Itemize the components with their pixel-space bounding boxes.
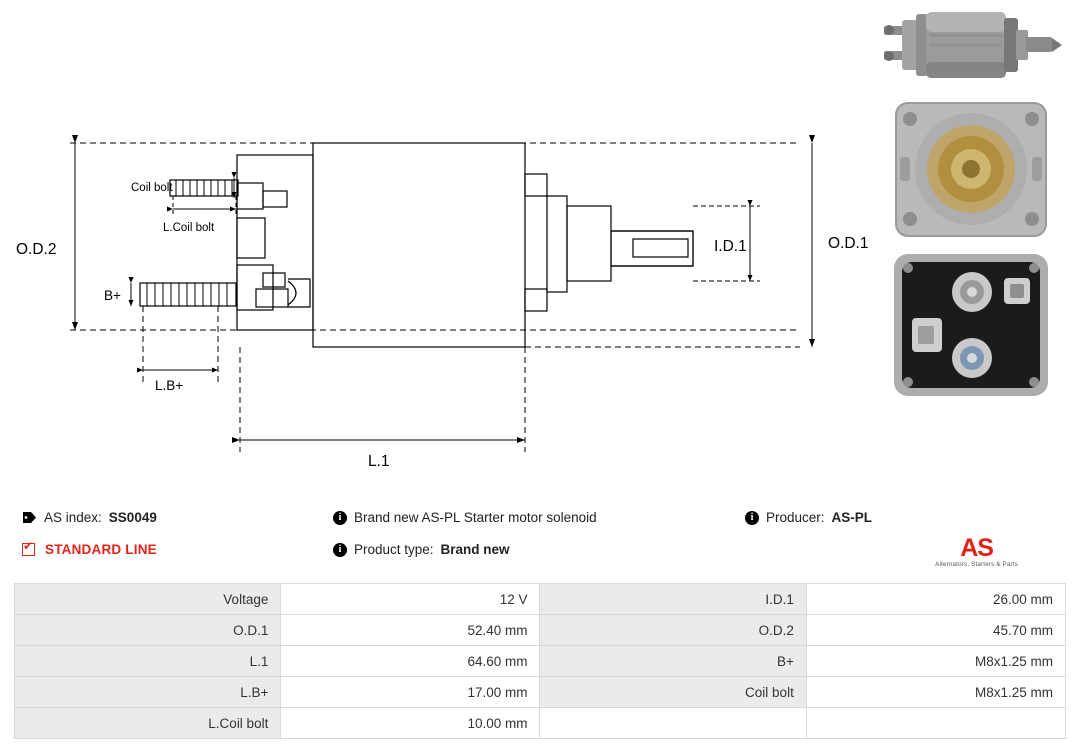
spec-label: Voltage bbox=[15, 584, 281, 615]
table-row bbox=[15, 677, 1066, 708]
spec-label: I.D.1 bbox=[540, 584, 806, 615]
photo-solenoid-front-view[interactable] bbox=[876, 97, 1066, 242]
spec-empty-value bbox=[806, 708, 1065, 739]
spec-value: 10.00 mm bbox=[281, 708, 540, 739]
as-index-label: AS index: bbox=[44, 510, 102, 525]
producer-row bbox=[745, 510, 872, 525]
spec-value: 12 V bbox=[281, 584, 540, 615]
spec-label: L.B+ bbox=[15, 677, 281, 708]
label-id1: I.D.1 bbox=[714, 238, 747, 255]
table-row bbox=[15, 615, 1066, 646]
table-row bbox=[15, 646, 1066, 677]
spec-value: 52.40 mm bbox=[281, 615, 540, 646]
spec-empty-label bbox=[540, 708, 806, 739]
info-icon: i bbox=[333, 543, 347, 557]
check-icon bbox=[22, 543, 35, 556]
label-bplus: B+ bbox=[104, 288, 121, 303]
description-row bbox=[333, 510, 597, 525]
standard-line-row bbox=[22, 542, 157, 557]
label-od2: O.D.2 bbox=[16, 241, 57, 258]
spec-value: 17.00 mm bbox=[281, 677, 540, 708]
spec-label: L.Coil bolt bbox=[15, 708, 281, 739]
spec-label: O.D.1 bbox=[15, 615, 281, 646]
table-row bbox=[15, 708, 1066, 739]
spec-value: M8x1.25 mm bbox=[806, 646, 1065, 677]
spec-label: B+ bbox=[540, 646, 806, 677]
as-pl-logo bbox=[935, 536, 1018, 568]
table-row bbox=[15, 584, 1066, 615]
product-info bbox=[0, 500, 1080, 578]
spec-label: Coil bolt bbox=[540, 677, 806, 708]
specifications-table bbox=[14, 583, 1066, 739]
spec-label: O.D.2 bbox=[540, 615, 806, 646]
product-type-row bbox=[333, 542, 510, 557]
producer-label: Producer: bbox=[766, 510, 825, 525]
spec-value: M8x1.25 mm bbox=[806, 677, 1065, 708]
spec-value: 64.60 mm bbox=[281, 646, 540, 677]
logo-text: AS bbox=[960, 534, 993, 562]
label-lbplus: L.B+ bbox=[155, 378, 184, 393]
label-l-coil-bolt: L.Coil bolt bbox=[163, 222, 215, 234]
product-type-value: Brand new bbox=[440, 542, 510, 557]
label-od1: O.D.1 bbox=[828, 235, 869, 252]
product-photos bbox=[876, 4, 1072, 400]
info-icon: i bbox=[333, 511, 347, 525]
description-text: Brand new AS-PL Starter motor solenoid bbox=[354, 510, 597, 525]
spec-label: L.1 bbox=[15, 646, 281, 677]
product-type-label: Product type: bbox=[354, 542, 434, 557]
spec-value: 26.00 mm bbox=[806, 584, 1065, 615]
spec-value: 45.70 mm bbox=[806, 615, 1065, 646]
label-l1: L.1 bbox=[368, 453, 390, 470]
producer-value: AS-PL bbox=[831, 510, 873, 525]
as-index-row bbox=[22, 510, 157, 525]
as-index-value: SS0049 bbox=[108, 510, 157, 525]
tag-icon bbox=[22, 511, 37, 524]
photo-solenoid-terminal-view[interactable] bbox=[876, 250, 1066, 400]
photo-solenoid-side-view[interactable] bbox=[876, 4, 1066, 89]
standard-line-label: STANDARD LINE bbox=[45, 542, 157, 557]
logo-subtitle: Alternators, Starters & Parts bbox=[935, 561, 1018, 568]
info-icon: i bbox=[745, 511, 759, 525]
label-coil-bolt: Coil bolt bbox=[131, 182, 173, 194]
